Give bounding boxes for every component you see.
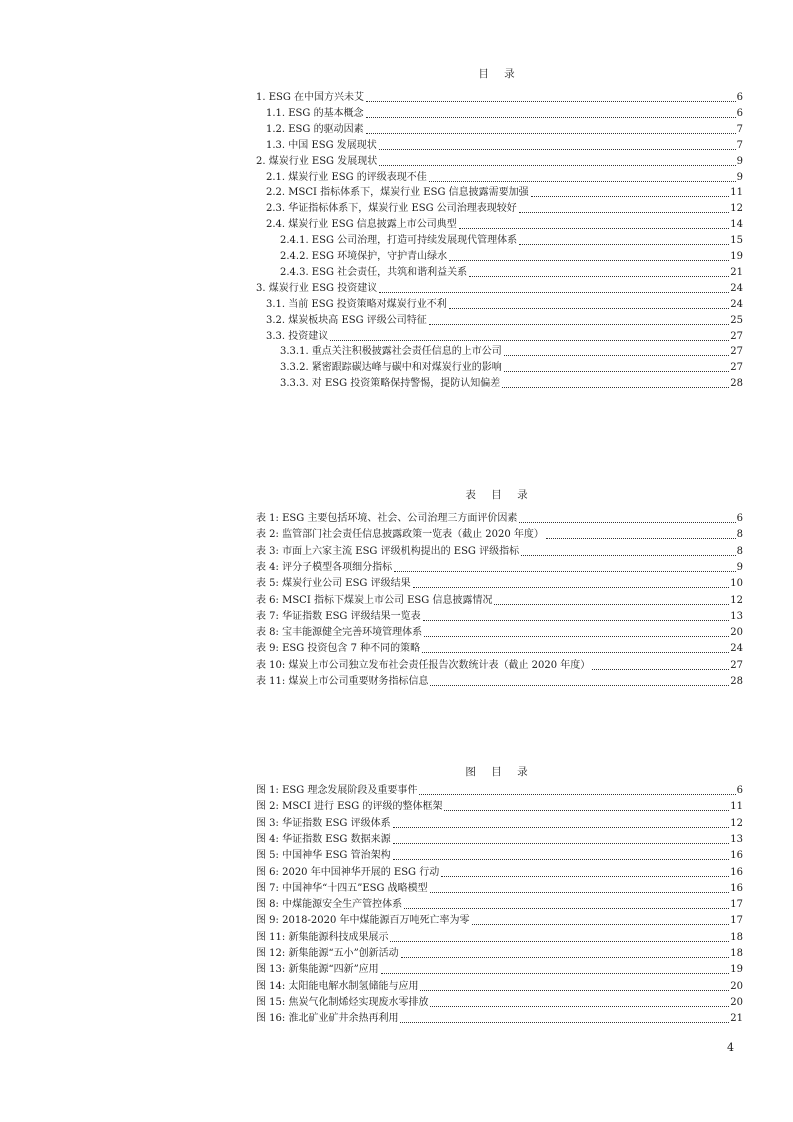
entry-label: 图 14: 太阳能电解水制氢储能与应用 [256,980,419,992]
figure-entry [256,1011,743,1025]
toc-entry [256,249,743,263]
toc-entry [256,313,743,327]
entry-page: 10 [730,578,743,590]
entry-label: 2.4.1. ESG 公司治理，打造可持续发展现代管理体系 [280,235,518,247]
entry-page: 27 [730,330,743,342]
figure-entry [256,930,743,944]
entry-label: 1.2. ESG 的驱动因素 [266,123,364,135]
entry-label: 表 9: ESG 投资包含 7 种不同的策略 [256,643,421,655]
entry-page: 16 [730,882,743,894]
entry-label: 3.3.1. 重点关注积极披露社会责任信息的上市公司 [280,346,502,358]
entry-page: 24 [730,282,743,294]
toc-heading: 目 录 [478,68,521,80]
dot-leader [419,794,735,795]
table-entry [256,593,743,607]
entry-label: 3.1. 当前 ESG 投资策略对煤炭行业不利 [266,298,447,310]
entry-label: 2.4. 煤炭行业 ESG 信息披露上市公司典型 [266,219,457,231]
dot-leader [394,571,736,572]
entry-page: 27 [730,362,743,374]
dot-leader [379,165,735,166]
dot-leader [424,636,729,637]
dot-leader [413,587,730,588]
figures-heading: 图 目 录 [465,766,534,778]
toc-entry [256,106,743,120]
table-entry [256,674,743,688]
entry-page: 27 [730,346,743,358]
dot-leader [444,810,729,811]
table-entry [256,511,743,525]
tables-heading: 表 目 录 [465,489,534,501]
entry-label: 表 7: 华证指数 ESG 评级结果一览表 [256,610,421,622]
entry-page: 28 [730,676,743,687]
entry-page: 11 [730,801,743,813]
entry-label: 2. 煤炭行业 ESG 发展现状 [256,155,378,167]
entry-label: 图 1: ESG 理念发展阶段及重要事件 [256,785,418,796]
table-entry [256,641,743,655]
dot-leader [469,276,729,277]
figure-entry [256,881,743,895]
toc-entry [256,154,743,168]
dot-leader [472,924,730,925]
entry-label: 图 13: 新集能源“四新”应用 [256,964,379,976]
entry-page: 7 [736,123,743,135]
table-entry [256,560,743,574]
entry-page: 7 [736,139,743,151]
entry-label: 表 6: MSCI 指标下煤炭上市公司 ESG 信息披露情况 [256,594,493,606]
dot-leader [393,859,730,860]
dot-leader [400,1022,729,1023]
toc-entry [256,360,743,374]
entry-page: 18 [730,931,743,943]
entry-label: 3.3.2. 紧密跟踪碳达峰与碳中和对煤炭行业的影响 [280,362,502,374]
list-of-tables [256,489,743,689]
entry-page: 20 [730,980,743,992]
toc-entry [256,297,743,311]
entry-page: 9 [736,171,743,183]
entry-page: 18 [730,948,743,959]
toc-entry [256,90,743,104]
entry-page: 12 [730,817,743,829]
figure-entry [256,962,743,976]
entry-page: 9 [736,561,743,573]
entry-label: 1. ESG 在中国方兴未艾 [256,92,365,103]
entry-page: 20 [730,996,743,1008]
entry-label: 图 8: 中煤能源安全生产管控体系 [256,899,403,911]
entry-label: 图 7: 中国神华“十四五”ESG 战略模型 [256,882,428,894]
figure-entry [256,897,743,911]
entry-label: 图 5: 中国神华 ESG 管治架构 [256,850,391,862]
entry-label: 表 11: 煤炭上市公司重要财务指标信息 [256,676,429,687]
figure-entry [256,832,743,846]
toc-entry [256,265,743,279]
entry-page: 11 [730,187,743,199]
dot-leader [393,827,730,828]
dot-leader [429,181,736,182]
entry-label: 2.4.2. ESG 环境保护，守护青山绿水 [280,251,448,262]
entry-label: 3.3.3. 对 ESG 投资策略保持警惕，提防认知偏差 [280,378,501,390]
entry-page: 16 [730,866,743,878]
figure-entry [256,865,743,879]
figure-entry [256,783,743,797]
entry-page: 19 [730,964,743,976]
dot-leader [459,228,730,229]
dot-leader [592,669,729,670]
entry-page: 21 [730,1013,743,1025]
dot-leader [366,101,736,102]
figure-entry [256,799,743,813]
dot-leader [494,604,729,605]
toc-entry [256,329,743,343]
figure-entry [256,995,743,1009]
entry-label: 表 2: 监管部门社会责任信息披露政策一览表（截止 2020 年度） [256,529,544,541]
entry-page: 20 [730,627,743,639]
dot-leader [430,1006,729,1007]
toc-entry [256,376,743,390]
table-entry [256,625,743,639]
entry-label: 3. 煤炭行业 ESG 投资建议 [256,282,378,294]
figure-entry [256,816,743,830]
dot-leader [519,522,735,523]
dot-leader [519,212,730,213]
entry-label: 图 12: 新集能源“五小”创新活动 [256,948,399,959]
dot-leader [449,260,729,261]
table-entry [256,576,743,590]
entry-page: 13 [730,610,743,622]
entry-label: 2.1. 煤炭行业 ESG 的评级表现不佳 [266,171,427,183]
entry-label: 表 3: 市面上六家主流 ESG 评级机构提出的 ESG 评级指标 [256,545,520,557]
dot-leader [420,990,729,991]
dot-leader [429,324,730,325]
entry-page: 8 [736,545,743,557]
entry-label: 图 2: MSCI 进行 ESG 的评级的整体框架 [256,801,443,813]
entry-page: 12 [730,203,743,215]
entry-page: 6 [736,107,743,119]
entry-label: 3.3. 投资建议 [266,330,329,342]
dot-leader [381,973,730,974]
entry-page: 24 [730,643,743,655]
entry-page: 17 [730,899,743,911]
toc-entry [256,122,743,136]
entry-label: 1.3. 中国 ESG 发展现状 [266,139,377,151]
entry-page: 16 [730,850,743,862]
entry-label: 1.1. ESG 的基本概念 [266,107,364,119]
table-of-contents [256,68,743,398]
dot-leader [546,538,736,539]
entry-page: 14 [730,219,743,231]
table-entry [256,544,743,558]
entry-page: 8 [736,529,743,541]
dot-leader [502,387,729,388]
figure-entry [256,946,743,960]
dot-leader [423,620,730,621]
entry-page: 21 [730,266,743,278]
toc-entry [256,233,743,247]
dot-leader [449,308,730,309]
entry-label: 图 16: 淮北矿业矿井余热再利用 [256,1013,399,1025]
entry-page: 24 [730,298,743,310]
entry-label: 图 9: 2018-2020 年中煤能源百万吨死亡率为零 [256,915,470,927]
dot-leader [441,876,729,877]
entry-label: 图 3: 华证指数 ESG 评级体系 [256,817,391,829]
entry-page: 6 [736,92,743,103]
entry-label: 图 11: 新集能源科技成果展示 [256,931,389,943]
entry-label: 2.2. MSCI 指标体系下，煤炭行业 ESG 信息披露需要加强 [266,187,529,199]
entry-label: 图 4: 华证指数 ESG 数据来源 [256,833,391,845]
dot-leader [531,196,730,197]
entry-label: 表 5: 煤炭行业公司 ESG 评级结果 [256,578,411,590]
dot-leader [393,843,730,844]
entry-label: 图 6: 2020 年中国神华开展的 ESG 行动 [256,866,440,878]
dot-leader [379,292,729,293]
entry-label: 3.2. 煤炭板块高 ESG 评级公司特征 [266,314,427,326]
entry-label: 2.3. 华证指标体系下，煤炭行业 ESG 公司治理表现较好 [266,203,517,215]
dot-leader [366,133,736,134]
dot-leader [330,340,729,341]
table-entry [256,609,743,623]
entry-page: 15 [730,235,743,247]
entry-page: 9 [736,155,743,167]
figure-entry [256,913,743,927]
entry-page: 19 [730,251,743,262]
figure-entry [256,979,743,993]
entry-label: 表 1: ESG 主要包括环境、社会、公司治理三方面评价因素 [256,513,518,524]
toc-entry [256,138,743,152]
entry-page: 28 [730,378,743,390]
list-of-figures [256,766,743,1028]
entry-page: 12 [730,594,743,606]
dot-leader [504,371,729,372]
entry-page: 27 [730,659,743,671]
dot-leader [401,957,730,958]
dot-leader [519,244,729,245]
toc-entry [256,185,743,199]
entry-label: 2.4.3. ESG 社会责任，共筑和谐利益关系 [280,266,468,278]
dot-leader [379,149,736,150]
dot-leader [430,892,730,893]
entry-label: 表 8: 宝丰能源健全完善环境管理体系 [256,627,423,639]
page-number: 4 [727,1041,734,1054]
entry-page: 6 [736,785,743,796]
entry-label: 表 10: 煤炭上市公司独立发布社会责任报告次数统计表（截止 2020 年度） [256,659,591,671]
dot-leader [366,117,736,118]
dot-leader [430,685,729,686]
entry-page: 25 [730,314,743,326]
entry-page: 13 [730,833,743,845]
entry-page: 17 [730,915,743,927]
toc-entry [256,170,743,184]
dot-leader [404,908,729,909]
table-entry [256,527,743,541]
toc-entry [256,281,743,295]
toc-entry [256,217,743,231]
table-entry [256,658,743,672]
entry-page: 6 [736,513,743,524]
dot-leader [422,652,729,653]
toc-entry [256,344,743,358]
toc-entry [256,201,743,215]
dot-leader [390,941,729,942]
figure-entry [256,848,743,862]
dot-leader [521,555,736,556]
dot-leader [504,355,729,356]
entry-label: 图 15: 焦炭气化制烯烃实现废水零排放 [256,996,429,1008]
entry-label: 表 4: 评分子模型各项细分指标 [256,561,393,573]
